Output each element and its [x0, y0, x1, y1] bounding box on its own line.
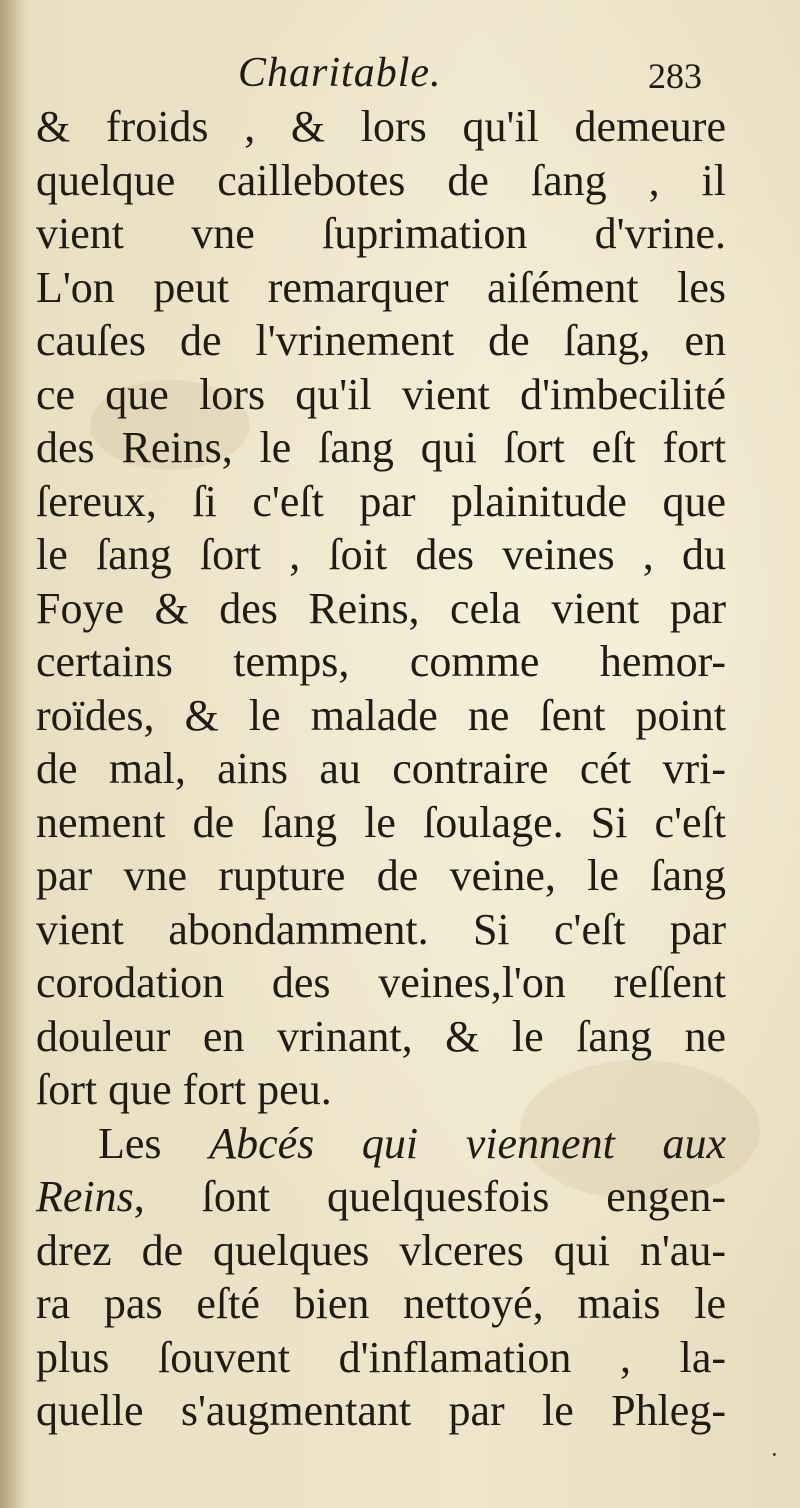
italic-heading-phrase: Abcés qui viennent aux [209, 1118, 726, 1168]
paragraph-lead-word: Les [98, 1118, 210, 1168]
text-line: certains temps, comme hemor- [36, 637, 726, 686]
italic-heading-word: Reins [36, 1172, 134, 1221]
text-line-paragraph-end: ſort que fort peu. [36, 1065, 332, 1114]
text-line: nement de ſang le ſoulage. Si c'eſt [36, 797, 726, 847]
text-line: corodation des veines,l'on reſſent [36, 958, 726, 1007]
paragraph-start-line [36, 1117, 726, 1171]
text-line: quelle s'augmentant par le Phleg- [36, 1386, 726, 1435]
text-line: ſereux, ſi c'eſt par plainitude que [36, 476, 726, 526]
text-line: douleur en vrinant, & le ſang ne [36, 1011, 726, 1061]
body-text [36, 100, 726, 1438]
page-number: 283 [648, 56, 702, 96]
text-line: vient vne ſuprimation d'vrine. [36, 209, 726, 258]
text-line: quelque caillebotes de ſang , il [36, 155, 726, 205]
text-line: par vne rupture de veine, le ſang [36, 851, 726, 900]
text-line: le ſang ſort , ſoit des veines , du [36, 530, 726, 579]
text-line: ra pas eſté bien nettoyé, mais le [36, 1279, 726, 1328]
running-title: Charitable. [238, 50, 442, 96]
text-line: ce que lors qu'il vient d'imbecilité [36, 369, 726, 419]
stray-ink-mark: · [770, 1440, 779, 1469]
text-line: drez de quelques vlceres qui n'au- [36, 1225, 726, 1275]
text-line: plus ſouvent d'inflamation , la- [36, 1332, 726, 1382]
text-line: Foye & des Reins, cela vient par [36, 583, 726, 633]
text-line: L'on peut remarquer aiſément les [36, 262, 726, 312]
text-line: de mal, ains au contraire cét vri- [36, 744, 726, 793]
page-gutter-shadow [0, 0, 26, 1508]
text-line: & froids , & lors qu'il demeure [36, 102, 726, 151]
text-line-rest: , ſont quelquesfois engen- [133, 1172, 726, 1221]
text-line: vient abondamment. Si c'eſt par [36, 904, 726, 954]
text-line: des Reins, le ſang qui ſort eſt fort [36, 423, 726, 472]
text-line [36, 1170, 726, 1224]
text-line: cauſes de l'vrinement de ſang, en [36, 316, 726, 365]
page-header [0, 48, 800, 98]
text-line: roïdes, & le malade ne ſent point [36, 690, 726, 740]
